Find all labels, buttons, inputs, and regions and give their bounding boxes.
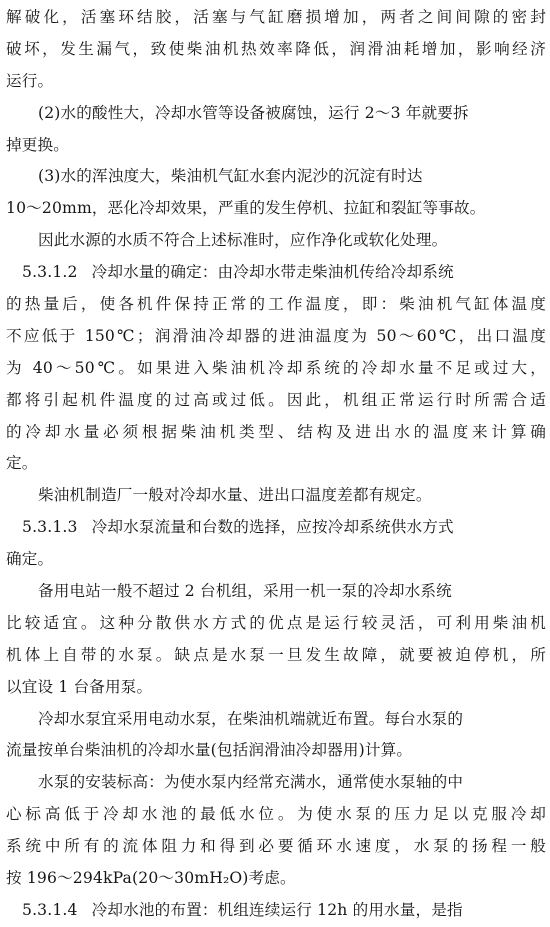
paragraph-start-line	[6, 98, 546, 130]
text-line	[6, 799, 546, 831]
section-heading-line	[6, 895, 546, 927]
line-text: 掉更换。	[6, 135, 69, 154]
text-line	[6, 2, 546, 34]
line-text: 系统中所有的流体阻力和得到必要循环水速度，水泵的扬程一般	[6, 837, 546, 856]
text-line	[6, 321, 546, 353]
text-line	[6, 863, 546, 895]
line-text: 运行。	[6, 71, 54, 90]
line-text: 的热量后，使各机件保持正常的工作温度，即：柴油机气缸体温度	[6, 295, 546, 314]
line-text: 冷却水池的布置：机组连续运行 12h 的用水量，是指	[91, 900, 463, 919]
line-text: 的冷却水量必须根据柴油机类型、结构及进出水的温度来计算确	[6, 422, 546, 441]
line-text: 因此水源的水质不符合上述标准时，应作净化或软化处理。	[38, 231, 448, 250]
text-line	[6, 417, 546, 449]
line-text: 机体上自带的水泵。缺点是水泵一旦发生故障，就要被迫停机，所	[6, 645, 546, 664]
text-line	[6, 130, 546, 162]
text-line	[6, 34, 546, 66]
text-line	[6, 289, 546, 321]
text-line	[6, 353, 546, 385]
paragraph-start-line	[6, 576, 546, 608]
section-heading-line	[6, 512, 546, 544]
line-text: 比较适宜。这种分散供水方式的优点是运行较灵活，可利用柴油机	[6, 613, 546, 632]
line-text: (2)水的酸性大，冷却水管等设备被腐蚀，运行 2～3 年就要拆	[38, 103, 469, 122]
line-text: 破坏，发生漏气，致使柴油机热效率降低，润滑油耗增加，影响经济	[6, 39, 546, 58]
text-line	[6, 544, 546, 576]
line-text: (3)水的浑浊度大，柴油机气缸水套内泥沙的沉淀有时达	[38, 167, 423, 186]
paragraph-start-line	[6, 480, 546, 512]
document-page	[6, 2, 546, 927]
line-text: 以宜设 1 台备用泵。	[6, 677, 153, 696]
line-text: 冷却水泵宜采用电动水泵，在柴油机端就近布置。每台水泵的	[38, 709, 464, 728]
line-text: 流量按单台柴油机的冷却水量(包括润滑油冷却器用)计算。	[6, 741, 413, 760]
section-number: 5.3.1.2	[22, 263, 78, 282]
line-text: 水泵的安装标高：为使水泵内经常充满水，通常使水泵轴的中	[38, 773, 464, 792]
line-text: 冷却水量的确定：由冷却水带走柴油机传给冷却系统	[91, 263, 454, 282]
line-text: 为 40～50℃。如果进入柴油机冷却系统的冷却水量不足或过大，	[6, 358, 546, 377]
text-line	[6, 193, 546, 225]
text-line	[6, 735, 546, 767]
line-text: 不应低于 150℃；润滑油冷却器的进油温度为 50～60℃，出口温度	[6, 326, 546, 345]
section-number: 5.3.1.4	[22, 900, 78, 919]
line-text: 按 196～294kPa(20～30mH₂O)考虑。	[6, 869, 296, 888]
line-text: 备用电站一般不超过 2 台机组，采用一机一泵的冷却水系统	[38, 582, 452, 601]
paragraph-start-line	[6, 161, 546, 193]
text-line	[6, 66, 546, 98]
line-text: 确定。	[6, 550, 54, 569]
text-line	[6, 672, 546, 704]
paragraph-start-line	[6, 767, 546, 799]
line-text: 都将引起机件温度的过高或过低。因此，机组正常运行时所需合适	[6, 390, 546, 409]
text-line	[6, 831, 546, 863]
section-number: 5.3.1.3	[22, 518, 78, 537]
line-text: 10～20mm，恶化冷却效果，严重的发生停机、拉缸和裂缸等事故。	[6, 199, 486, 218]
section-heading-line	[6, 257, 546, 289]
paragraph-start-line	[6, 225, 546, 257]
text-line	[6, 640, 546, 672]
text-line	[6, 385, 546, 417]
line-text: 冷却水泵流量和台数的选择，应按冷却系统供水方式	[91, 518, 454, 537]
line-text: 定。	[6, 454, 38, 473]
line-text: 心标高低于冷却水池的最低水位。为使水泵的压力足以克服冷却	[6, 805, 546, 824]
text-line	[6, 608, 546, 640]
paragraph-start-line	[6, 704, 546, 736]
line-text: 柴油机制造厂一般对冷却水量、进出口温度差都有规定。	[38, 486, 432, 505]
text-line	[6, 448, 546, 480]
line-text: 解破化，活塞环结胶，活塞与气缸磨损增加，两者之间间隙的密封	[6, 8, 546, 26]
